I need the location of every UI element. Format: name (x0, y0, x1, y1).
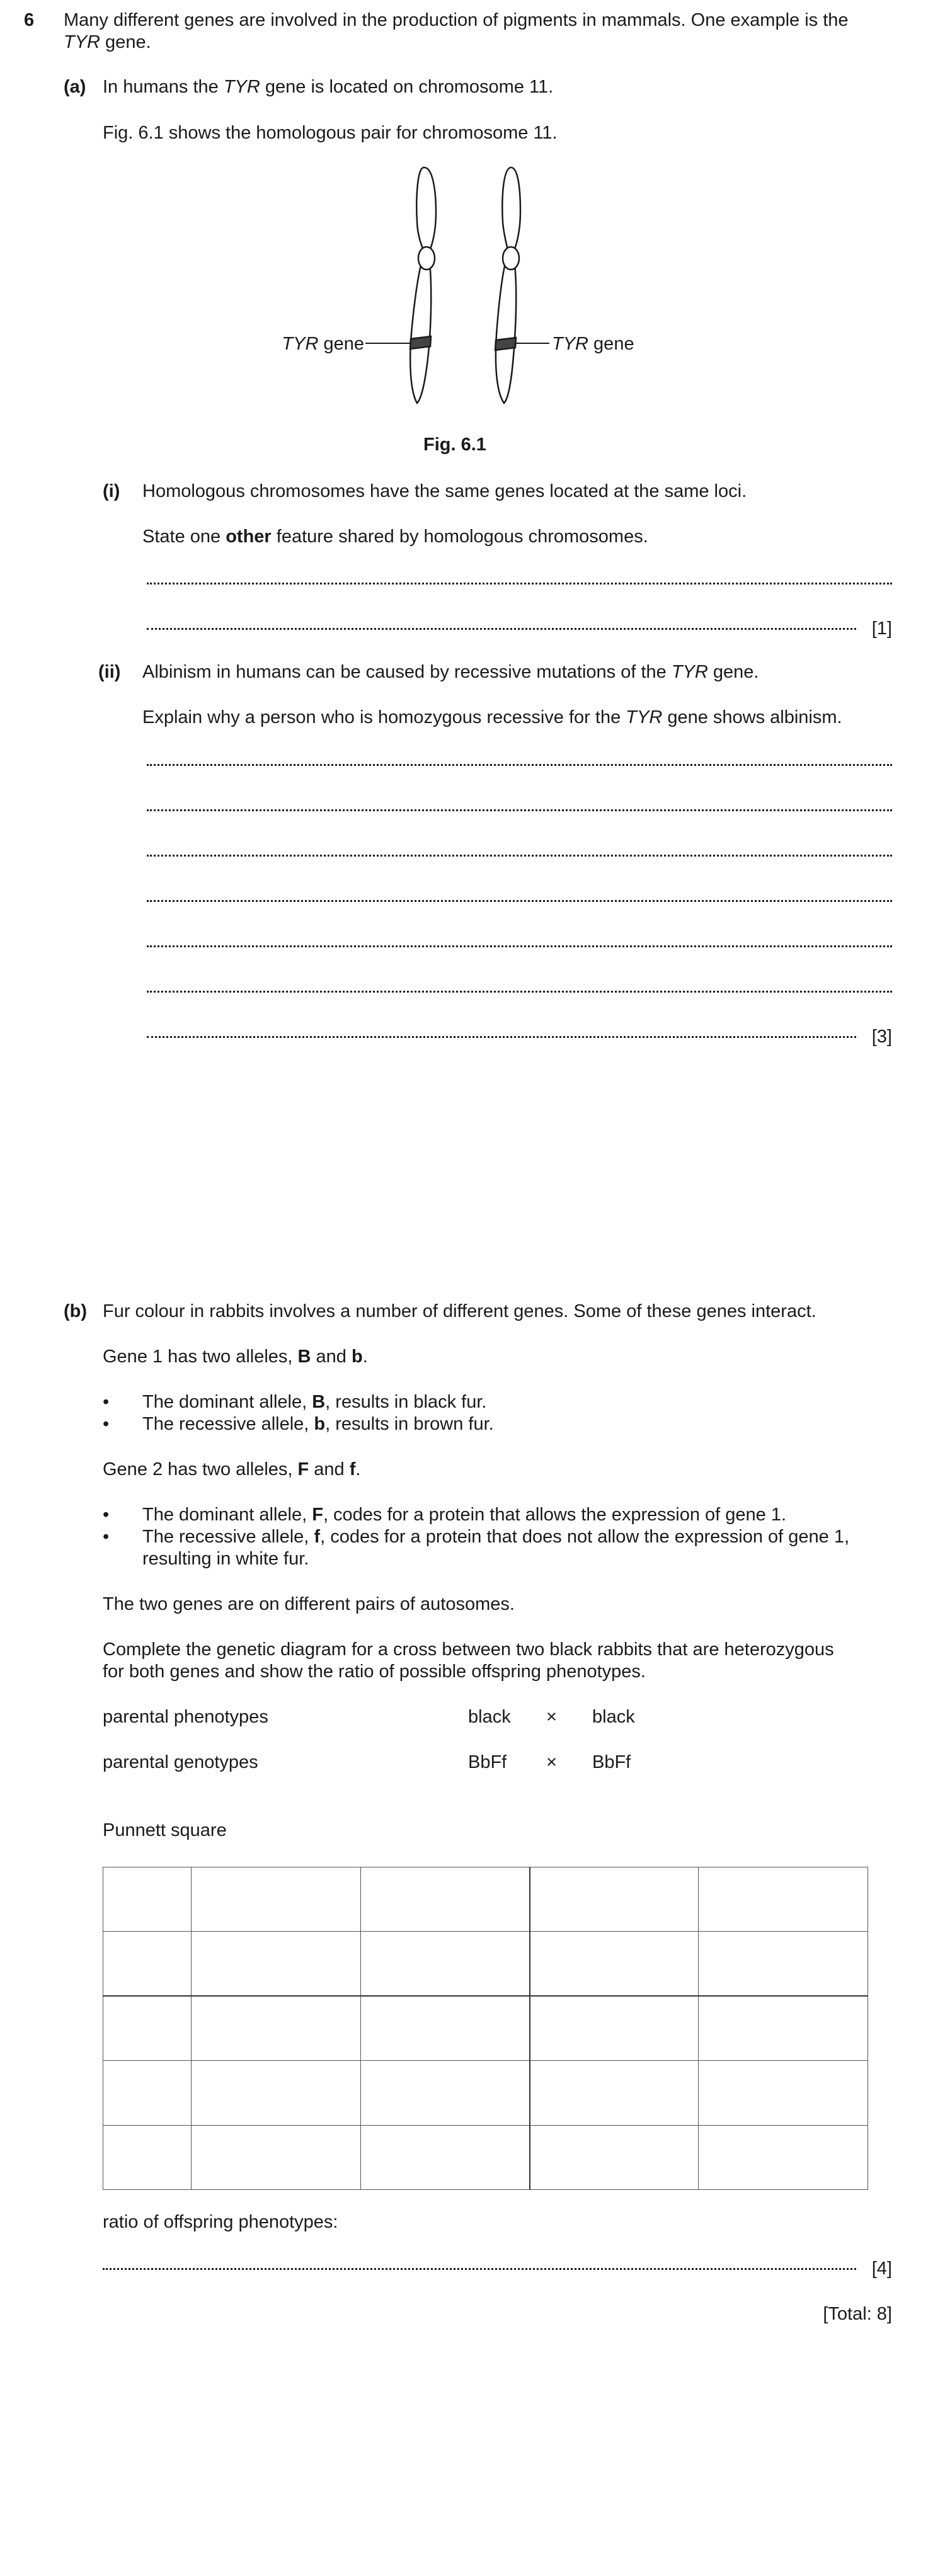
punnett-cell[interactable] (699, 1996, 868, 2060)
ratio-label: ratio of offspring phenotypes: (103, 2212, 338, 2232)
right-chromosome (495, 168, 520, 403)
gene2-bullet-recessive: The recessive allele, f, codes for a protein that does not allow the expression of gene 1, (142, 1527, 850, 1547)
answer-line-ii-5[interactable] (147, 945, 892, 947)
answer-line-ii-3[interactable] (147, 854, 892, 857)
gene1-statement: Gene 1 has two alleles, B and b. (103, 1347, 368, 1367)
punnett-cell[interactable] (530, 1996, 699, 2060)
punnett-cell[interactable] (103, 1996, 192, 2060)
parental-genotypes-label: parental genotypes (103, 1752, 258, 1772)
punnett-cell[interactable] (192, 1867, 361, 1932)
punnett-cell[interactable] (530, 1867, 699, 1932)
parent1-phenotype: black (468, 1707, 511, 1727)
left-gene-label: TYR gene (282, 334, 364, 354)
punnett-cell[interactable] (361, 2125, 530, 2189)
gene2-bullet-recessive-cont: resulting in white fur. (142, 1549, 309, 1569)
punnett-cell[interactable] (361, 1996, 530, 2060)
answer-line-ii-2[interactable] (147, 809, 892, 811)
parental-phenotypes-label: parental phenotypes (103, 1707, 268, 1727)
punnett-cell[interactable] (103, 2061, 192, 2125)
punnett-cell[interactable] (103, 1867, 192, 1932)
part-b-label: (b) (64, 1301, 88, 1321)
punnett-row (103, 1996, 868, 2060)
left-chromosome (410, 168, 436, 403)
cross-symbol: × (546, 1752, 557, 1772)
gene2-statement: Gene 2 has two alleles, F and f. (103, 1459, 361, 1479)
answer-line-i-2[interactable] (147, 627, 856, 630)
instruction-line1: Complete the genetic diagram for a cross between two black rabbits that are heterozygous (103, 1639, 834, 1660)
bullet: • (103, 1527, 110, 1547)
question-number: 6 (24, 10, 35, 30)
question-intro-line1: Many different genes are involved in the production of pigments in mammals. One example is the (64, 10, 849, 30)
parent1-genotype: BbFf (468, 1752, 507, 1772)
punnett-cell[interactable] (530, 1932, 699, 1996)
gene2-bullet-dominant: The dominant allele, F, codes for a protein that allows the expression of gene 1. (142, 1505, 787, 1525)
answer-line-ii-7[interactable] (147, 1035, 856, 1038)
part-a-statement: In humans the TYR gene is located on chromosome 11. (103, 77, 554, 97)
punnett-cell[interactable] (192, 1996, 361, 2060)
answer-line-ii-4[interactable] (147, 899, 892, 902)
punnett-cell[interactable] (192, 2061, 361, 2125)
left-tyr-band (410, 336, 431, 349)
punnett-row (103, 1867, 868, 1932)
punnett-square (103, 1867, 868, 2190)
punnett-cell[interactable] (699, 2061, 868, 2125)
bullet: • (103, 1392, 110, 1412)
punnett-cell[interactable] (699, 2125, 868, 2189)
part-a-label: (a) (64, 77, 86, 97)
parent2-phenotype: black (592, 1707, 635, 1727)
punnett-cell[interactable] (103, 1932, 192, 1996)
answer-line-i-1[interactable] (147, 582, 892, 584)
punnett-row (103, 2061, 868, 2125)
sub-i-text: Homologous chromosomes have the same genes located at the same loci. (142, 481, 747, 501)
right-tyr-band (495, 338, 516, 350)
punnett-cell[interactable] (699, 1867, 868, 1932)
mark-i: [1] (871, 618, 892, 639)
ratio-answer-line[interactable] (103, 2267, 856, 2270)
parent2-genotype: BbFf (592, 1752, 631, 1772)
gene1-bullet-dominant: The dominant allele, B, results in black fur. (142, 1392, 487, 1412)
punnett-cell[interactable] (361, 1932, 530, 1996)
punnett-square-label: Punnett square (103, 1820, 227, 1840)
part-b-intro: Fur colour in rabbits involves a number of different genes. Some of these genes interact. (103, 1301, 816, 1321)
question-intro-line2: TYR gene. (64, 32, 151, 52)
total-marks: [Total: 8] (823, 2304, 892, 2324)
punnett-row (103, 1932, 868, 1996)
punnett-row (103, 2125, 868, 2189)
punnett-cell[interactable] (361, 1867, 530, 1932)
sub-i-label: (i) (103, 481, 120, 501)
sub-ii-label: (ii) (98, 662, 121, 682)
punnett-cell[interactable] (361, 2061, 530, 2125)
punnett-cell[interactable] (530, 2125, 699, 2189)
punnett-cell[interactable] (103, 2125, 192, 2189)
sub-ii-text: Albinism in humans can be caused by recessive mutations of the TYR gene. (142, 662, 759, 682)
punnett-cell[interactable] (192, 2125, 361, 2189)
cross-symbol: × (546, 1707, 557, 1727)
figure-reference: Fig. 6.1 shows the homologous pair for chromosome 11. (103, 123, 558, 143)
autosomes-statement: The two genes are on different pairs of autosomes. (103, 1594, 515, 1614)
instruction-line2: for both genes and show the ratio of possible offspring phenotypes. (103, 1661, 646, 1682)
gene1-bullet-recessive: The recessive allele, b, results in brown fur. (142, 1414, 494, 1434)
mark-b: [4] (871, 2259, 892, 2279)
sub-ii-prompt: Explain why a person who is homozygous recessive for the TYR gene shows albinism. (142, 707, 842, 727)
chromosome-figure (252, 162, 693, 414)
punnett-cell[interactable] (192, 1932, 361, 1996)
right-gene-label: TYR gene (552, 334, 634, 354)
answer-line-ii-6[interactable] (147, 990, 892, 993)
figure-caption: Fig. 6.1 (423, 435, 486, 455)
mark-ii: [3] (871, 1027, 892, 1047)
bullet: • (103, 1505, 110, 1525)
gene-name: TYR (64, 32, 100, 52)
punnett-cell[interactable] (530, 2061, 699, 2125)
bullet: • (103, 1414, 110, 1434)
answer-line-ii-1[interactable] (147, 763, 892, 766)
punnett-cell[interactable] (699, 1932, 868, 1996)
sub-i-prompt: State one other feature shared by homologous chromosomes. (142, 527, 648, 547)
